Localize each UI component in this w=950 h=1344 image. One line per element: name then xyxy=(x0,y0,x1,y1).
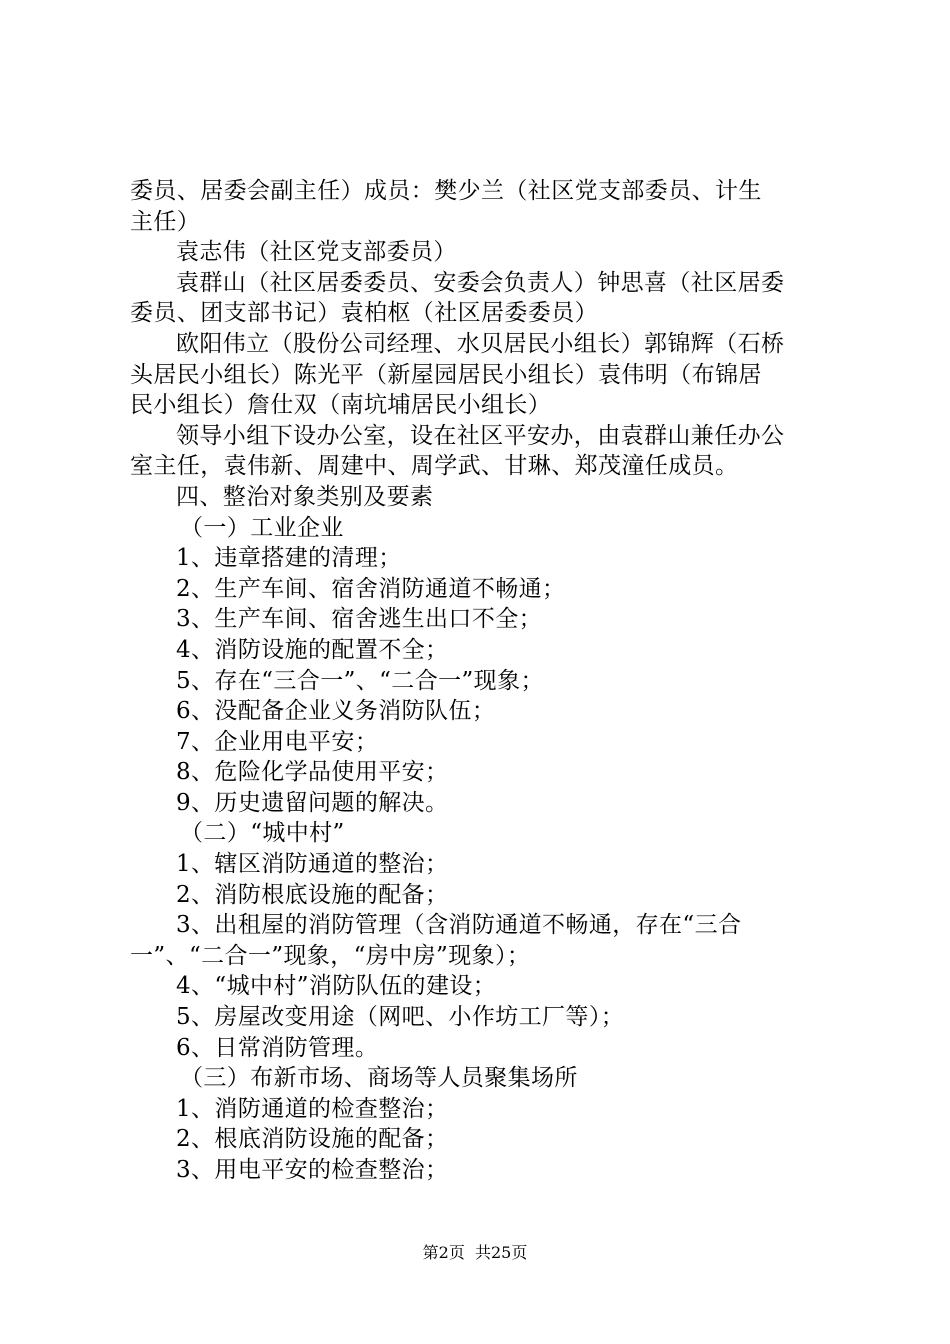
text-line: 袁群山（社区居委委员、安委会负责人）钟思喜（社区居委 xyxy=(176,269,785,296)
list-item: 1、辖区消防通道的整治； xyxy=(176,851,449,878)
document-body xyxy=(130,176,830,1186)
list-item: 1、违章搭建的清理； xyxy=(176,545,402,572)
text-line: 民小组长）詹仕双（南坑埔居民小组长） xyxy=(130,392,552,419)
list-item-continuation: 一”、“二合一”现象，“房中房”现象）； xyxy=(130,942,531,969)
list-item: 3、生产车间、宿舍逃生出口不全； xyxy=(176,606,543,633)
list-item: 2、生产车间、宿舍消防通道不畅通； xyxy=(176,575,566,602)
section-heading: 四、整治对象类别及要素 xyxy=(176,483,434,510)
list-item: 5、房屋改变用途（网吧、小作坊工厂等）； xyxy=(176,1004,625,1031)
text-line: 委员、团支部书记）袁柏枢（社区居委委员） xyxy=(130,300,598,327)
subsection-heading: （二）“城中村” xyxy=(180,820,345,847)
text-line: 头居民小组长）陈光平（新屋园居民小组长）袁伟明（布锦居 xyxy=(130,361,762,388)
list-item: 4、消防设施的配置不全； xyxy=(176,636,449,663)
text-line: 主任） xyxy=(130,208,201,235)
text-line: 袁志伟（社区党支部委员） xyxy=(176,239,457,266)
list-item: 9、历史遗留问题的解决。 xyxy=(176,789,449,816)
subsection-heading: （一）工业企业 xyxy=(180,514,344,541)
text-line: 室主任，袁伟新、周建中、周学武、甘琳、郑茂潼任成员。 xyxy=(130,453,739,480)
text-line: 领导小组下设办公室，设在社区平安办，由袁群山兼任办公 xyxy=(176,422,785,449)
list-item: 2、消防根底设施的配备； xyxy=(176,881,449,908)
page-number-footer: 第2页 共25页 xyxy=(422,1243,528,1262)
subsection-heading: （三）布新市场、商场等人员聚集场所 xyxy=(180,1065,578,1092)
list-item: 6、日常消防管理。 xyxy=(176,1034,379,1061)
list-item: 3、出租屋的消防管理（含消防通道不畅通，存在“三合 xyxy=(176,912,742,939)
list-item: 5、存在“三合一”、“二合一”现象； xyxy=(176,667,544,694)
text-line: 欧阳伟立（股份公司经理、水贝居民小组长）郭锦辉（石桥 xyxy=(176,330,785,357)
list-item: 2、根底消防设施的配备； xyxy=(176,1126,449,1153)
list-item: 1、消防通道的检查整治； xyxy=(176,1095,449,1122)
list-item: 4、“城中村”消防队伍的建设； xyxy=(176,973,497,1000)
list-item: 7、企业用电平安； xyxy=(176,728,379,755)
text-line: 委员、居委会副主任）成员：樊少兰（社区党支部委员、计生 xyxy=(130,178,762,204)
list-item: 3、用电平安的检查整治； xyxy=(176,1157,449,1183)
list-item: 8、危险化学品使用平安； xyxy=(176,759,449,786)
list-item: 6、没配备企业义务消防队伍； xyxy=(176,698,496,725)
